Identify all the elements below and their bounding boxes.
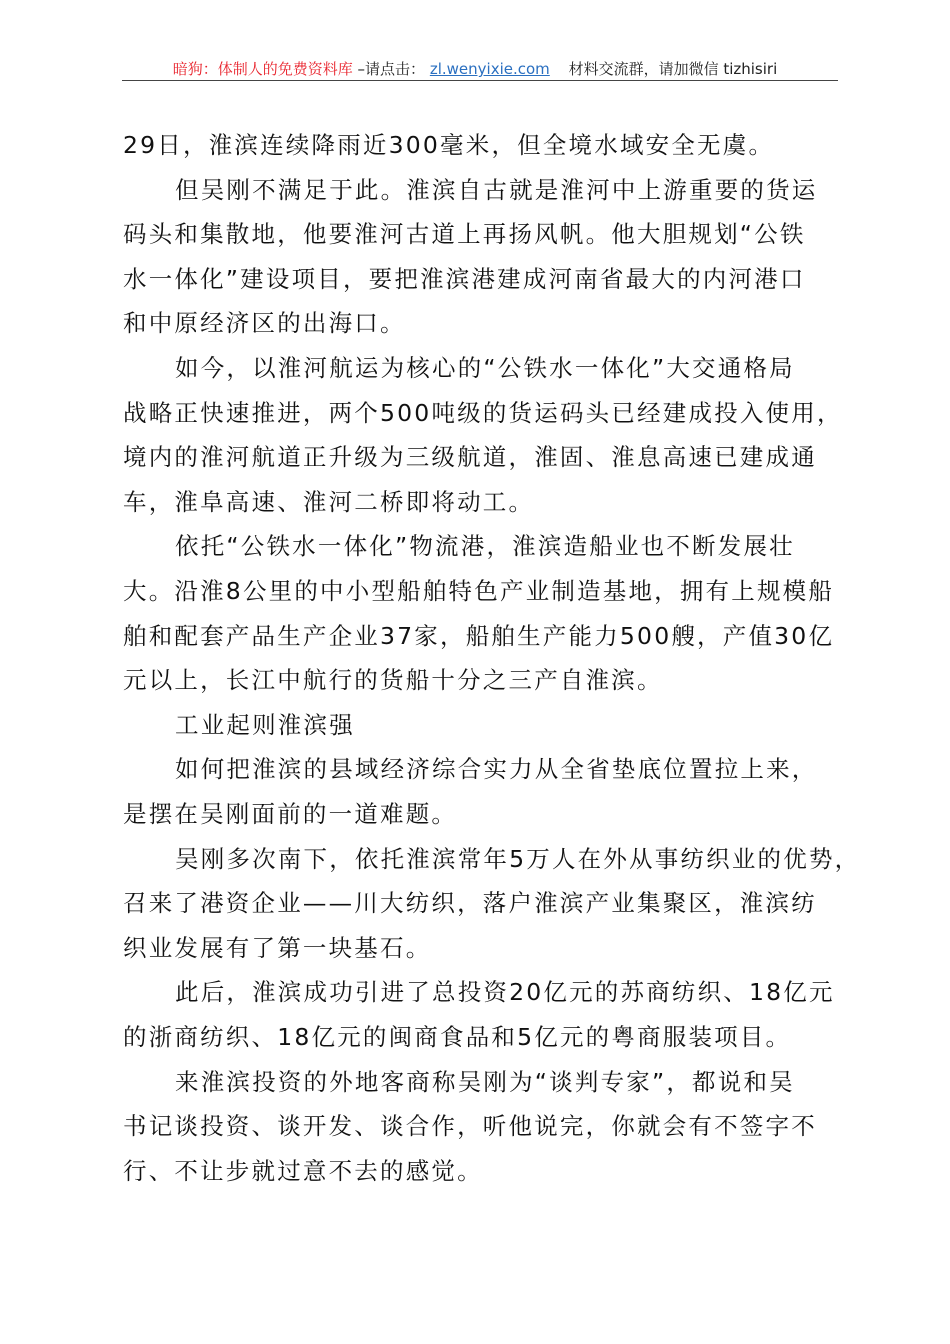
text-line: 工业起则淮滨强 (175, 710, 355, 739)
text-line: 29日，淮滨连续降雨近300毫米，但全境水域安全无虞。 (123, 131, 775, 159)
header-divider (122, 80, 838, 81)
text-line: 来淮滨投资的外地客商称吴刚为“谈判专家”，都说和吴 (175, 1067, 795, 1096)
text-line: 和中原经济区的出海口。 (123, 309, 406, 338)
text-line: 召来了港资企业——川大纺织，落户淮滨产业集聚区，淮滨纺 (123, 889, 817, 918)
text-line: 码头和集散地，他要淮河古道上再扬风帆。他大胆规划“公铁 (123, 220, 806, 249)
text-line: 如今，以淮河航运为核心的“公铁水一体化”大交通格局 (175, 354, 795, 382)
text-line: 吴刚多次南下，依托淮滨常年5万人在外从事纺织业的优势， (175, 844, 861, 873)
text-line: 元以上，长江中航行的货船十分之三产自淮滨。 (123, 666, 663, 695)
header-prompt: –请点击： (357, 60, 426, 78)
text-line: 依托“公铁水一体化”物流港，淮滨造船业也不断发展壮 (175, 532, 795, 561)
text-line: 织业发展有了第一块基石。 (123, 933, 432, 962)
text-line: 战略正快速推进，两个500吨级的货运码头已经建成投入使用， (123, 398, 843, 427)
text-line: 是摆在吴刚面前的一道难题。 (123, 800, 458, 828)
text-line: 的浙商纺织、18亿元的闽商食品和5亿元的粤商服装项目。 (123, 1023, 792, 1051)
text-line: 如何把淮滨的县域经济综合实力从全省垫底位置拉上来， (175, 755, 818, 784)
text-line: 舶和配套产品生产企业37家，船舶生产能力500艘，产值30亿 (123, 621, 835, 650)
text-line: 大。沿淮8公里的中小型船舶特色产业制造基地，拥有上规模船 (123, 577, 835, 605)
text-line: 行、不让步就过意不去的感觉。 (123, 1156, 483, 1185)
text-line: 车，淮阜高速、淮河二桥即将动工。 (123, 487, 535, 516)
header-wechat-note: 材料交流群，请加微信 tizhisiri (568, 60, 778, 78)
text-line: 但吴刚不满足于此。淮滨自古就是淮河中上游重要的货运 (175, 175, 818, 204)
text-line: 水一体化”建设项目，要把淮滨港建成河南省最大的内河港口 (123, 264, 806, 293)
text-line: 书记谈投资、谈开发、谈合作，听他说完，你就会有不签字不 (123, 1112, 817, 1141)
text-line: 境内的淮河航道正升级为三级航道，淮固、淮息高速已建成通 (123, 443, 817, 472)
header-site-name: 暗狗：体制人的免费资料库 (172, 60, 353, 78)
page-header (0, 58, 950, 79)
text-line: 此后，淮滨成功引进了总投资20亿元的苏商纺织、18亿元 (175, 978, 835, 1007)
header-link[interactable]: zl.wenyixie.com (429, 60, 550, 78)
